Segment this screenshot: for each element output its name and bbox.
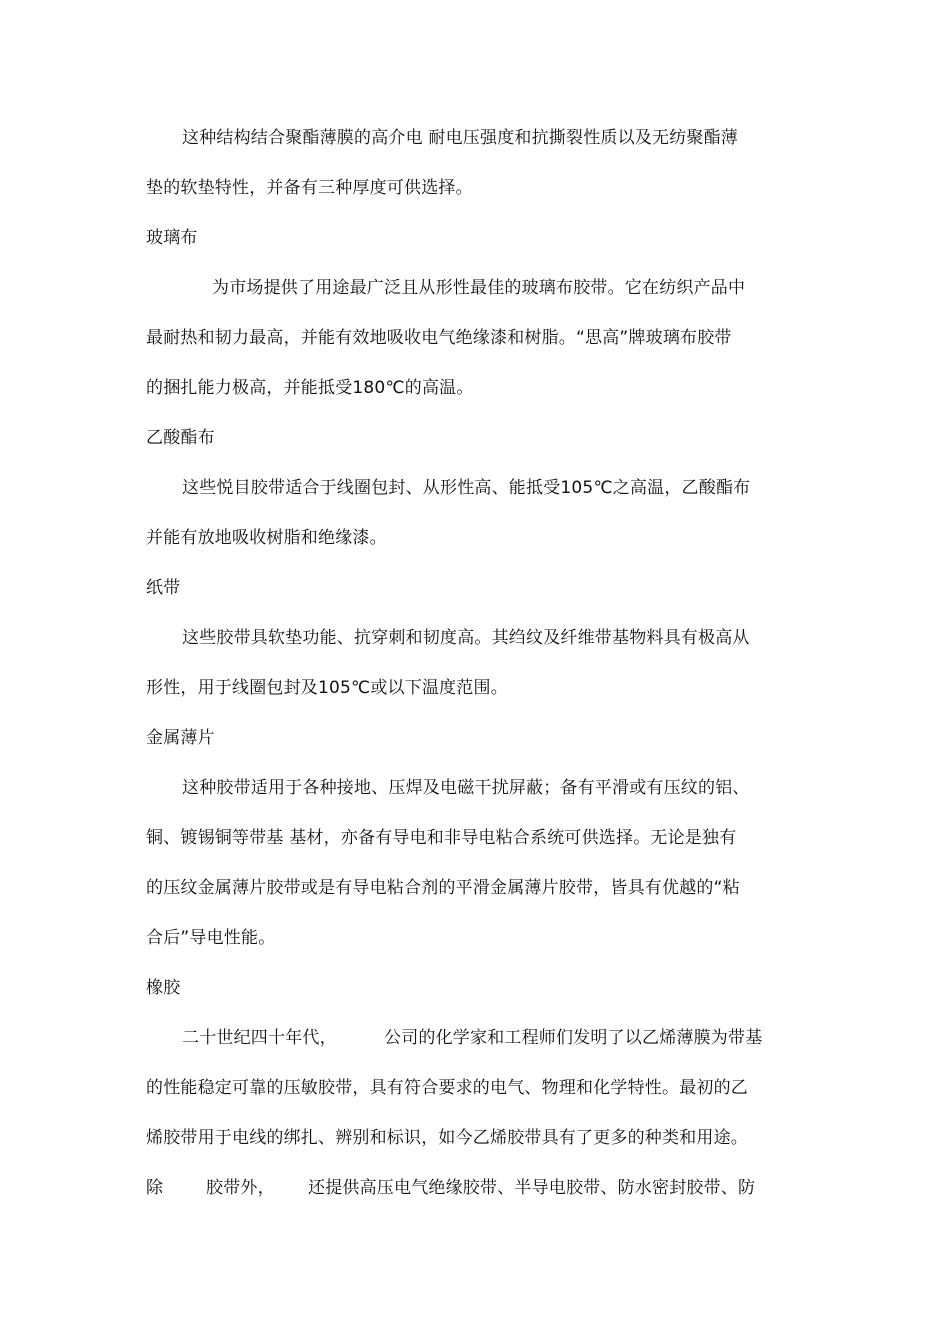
paragraph-line-part: 二十世纪四十年代， bbox=[182, 1028, 337, 1048]
paragraph-line: 这些悦目胶带适合于线圈包封、从形性高、能抵受105℃之高温，乙酸酯布 bbox=[182, 478, 751, 498]
paragraph-line: 的性能稳定可靠的压敏胶带，具有符合要求的电气、物理和化学特性。最初的乙 bbox=[146, 1078, 748, 1098]
paragraph-line-part: 还提供高压电气绝缘胶带、半导电胶带、防水密封胶带、防 bbox=[308, 1178, 756, 1198]
paragraph-line: 这种胶带适用于各种接地、压焊及电磁干扰屏蔽；备有平滑或有压纹的铝、 bbox=[182, 778, 750, 798]
paragraph-line-part: 除 bbox=[146, 1178, 164, 1198]
paragraph-line: 烯胶带用于电线的绑扎、辨别和标识，如今乙烯胶带具有了更多的种类和用途。 bbox=[146, 1128, 748, 1148]
paragraph-line-part: 胶带外， bbox=[206, 1178, 275, 1198]
paragraph-line: 并能有放地吸收树脂和绝缘漆。 bbox=[146, 528, 387, 548]
section-heading-metal-foil: 金属薄片 bbox=[146, 728, 215, 748]
section-heading-acetate-cloth: 乙酸酯布 bbox=[146, 428, 215, 448]
paragraph-line: 为市场提供了用途最广泛且从形性最佳的玻璃布胶带。它在纺织产品中 bbox=[212, 278, 746, 298]
section-heading-paper-tape: 纸带 bbox=[146, 578, 181, 598]
paragraph-line: 垫的软垫特性，并备有三种厚度可供选择。 bbox=[146, 178, 473, 198]
paragraph-line: 的捆扎能力极高，并能抵受180℃的高温。 bbox=[146, 378, 474, 398]
paragraph-line: 合后”导电性能。 bbox=[146, 928, 276, 948]
paragraph-line: 这些胶带具软垫功能、抗穿刺和韧度高。其绉纹及纤维带基物料具有极高从 bbox=[182, 628, 750, 648]
paragraph-line: 形性，用于线圈包封及105℃或以下温度范围。 bbox=[146, 678, 508, 698]
paragraph-line: 最耐热和韧力最高，并能有效地吸收电气绝缘漆和树脂。“思高”牌玻璃布胶带 bbox=[146, 328, 732, 348]
section-heading-glass-cloth: 玻璃布 bbox=[146, 228, 198, 248]
paragraph-line: 铜、镀锡铜等带基 基材，亦备有导电和非导电粘合系统可供选择。无论是独有 bbox=[146, 828, 737, 848]
paragraph-line: 的压纹金属薄片胶带或是有导电粘合剂的平滑金属薄片胶带，皆具有优越的“粘 bbox=[146, 878, 740, 898]
section-heading-rubber: 橡胶 bbox=[146, 978, 181, 998]
paragraph-line-part: 公司的化学家和工程师们发明了以乙烯薄膜为带基 bbox=[384, 1028, 763, 1048]
paragraph-line: 这种结构结合聚酯薄膜的高介电 耐电压强度和抗撕裂性质以及无纺聚酯薄 bbox=[182, 128, 739, 148]
